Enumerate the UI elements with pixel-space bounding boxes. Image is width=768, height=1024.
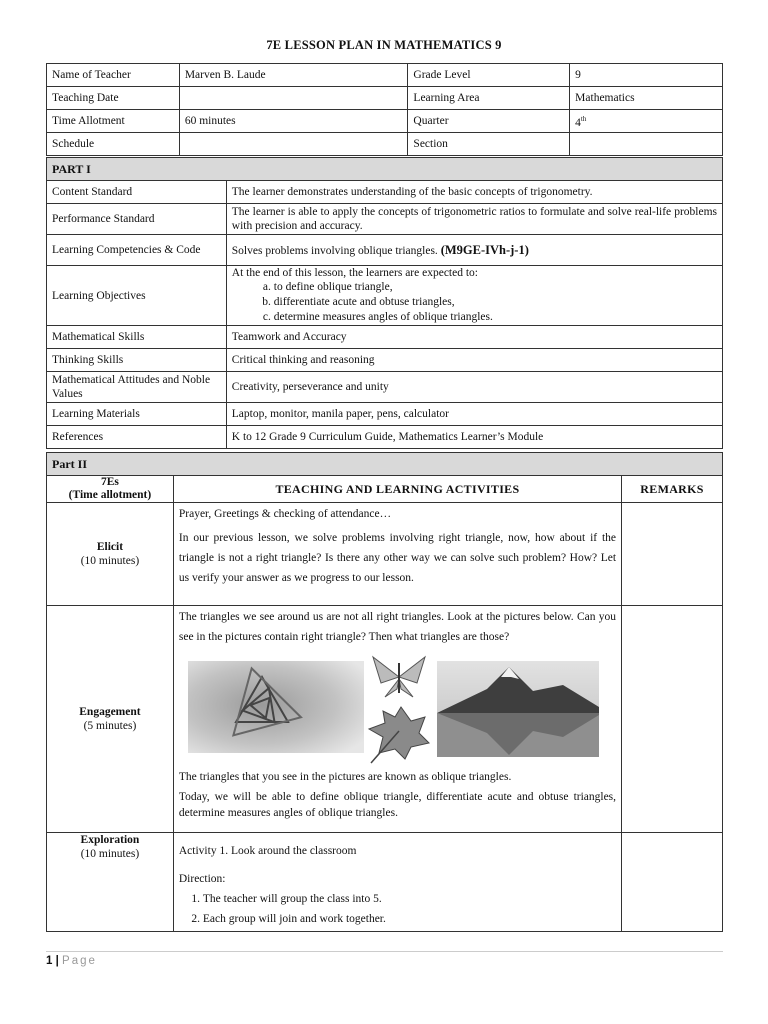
objective-item: c. determine measures angles of oblique triangles. — [274, 310, 717, 325]
date-value — [179, 87, 408, 110]
engagement-activities: The triangles we see around us are not all right triangles. Look at the pictures below. Can you see in the pictures contain right triangle? Then what triangles are those? The triangles that you see in the pictures are known as oblique triangles. Today, we will be able to define oblique triangle, differentiate acute and obtuse triangles, determine measures angles of oblique triangles. — [173, 606, 621, 833]
schedule-label: Schedule — [47, 133, 180, 156]
materials: Laptop, monitor, manila paper, pens, calculator — [226, 403, 722, 426]
page-label: Page — [62, 955, 97, 967]
exploration-remarks — [622, 833, 723, 932]
competency: Solves problems involving oblique triangles. (M9GE-IVh-j-1) — [226, 235, 722, 266]
grade-label: Grade Level — [408, 64, 570, 87]
page-separator: | — [55, 955, 59, 967]
area-value: Mathematics — [570, 87, 723, 110]
col-remarks-header: REMARKS — [622, 476, 723, 503]
step-item: 2. Each group will join and work together. — [203, 909, 616, 929]
succulent-image — [188, 661, 364, 753]
document-title: 7E LESSON PLAN IN MATHEMATICS 9 — [266, 38, 502, 52]
elicit-remarks — [622, 503, 723, 606]
materials-label: Learning Materials — [47, 403, 227, 426]
engagement-stage: Engagement (5 minutes) — [47, 606, 174, 833]
part2-heading: Part II — [47, 453, 723, 476]
attitudes-label: Mathematical Attitudes and Noble Values — [47, 372, 227, 403]
time-label: Time Allotment — [47, 110, 180, 133]
competency-label: Learning Competencies & Code — [47, 235, 227, 266]
attitudes: Creativity, perseverance and unity — [226, 372, 722, 403]
grade-value: 9 — [570, 64, 723, 87]
elicit-activities: Prayer, Greetings & checking of attendance… In our previous lesson, we solve problems involving right triangle, now, how about if the triangle is not a right triangle? Is there any other way we can solve such problem? How? Let us verify your answer as we progress to our lesson. — [173, 503, 621, 606]
objectives-label: Learning Objectives — [47, 266, 227, 326]
schedule-value — [179, 133, 408, 156]
col-activities-header: TEACHING AND LEARNING ACTIVITIES — [173, 476, 621, 503]
performance-standard-label: Performance Standard — [47, 204, 227, 235]
teacher-value: Marven B. Laude — [179, 64, 408, 87]
performance-standard: The learner is able to apply the concepts of trigonometric ratios to formulate and solve real-life problems with precision and accuracy. — [226, 204, 722, 235]
header-table — [46, 63, 723, 156]
triangle-pictures — [179, 653, 616, 765]
step-item: 1. The teacher will group the class into 5. — [203, 889, 616, 909]
leaf-image — [365, 703, 431, 765]
objectives: At the end of this lesson, the learners are expected to: a. to define oblique triangle, b. differentiate acute and obtuse triangles, c. determine measures angles of oblique triangles. — [226, 266, 722, 326]
skills: Teamwork and Accuracy — [226, 326, 722, 349]
page-number: 1 — [46, 955, 53, 967]
page-footer — [46, 955, 97, 967]
exploration-activities: Activity 1. Look around the classroom Direction: 1. The teacher will group the class into 5. 2. Each group will join and work together. — [173, 833, 621, 932]
section-value — [570, 133, 723, 156]
mountain-image — [437, 661, 599, 757]
time-value: 60 minutes — [179, 110, 408, 133]
area-label: Learning Area — [408, 87, 570, 110]
quarter-label: Quarter — [408, 110, 570, 133]
content-standard: The learner demonstrates understanding of the basic concepts of trigonometry. — [226, 181, 722, 204]
section-label: Section — [408, 133, 570, 156]
col-7es-header: 7Es (Time allotment) — [47, 476, 174, 503]
references: K to 12 Grade 9 Curriculum Guide, Mathematics Learner’s Module — [226, 426, 722, 449]
butterfly-image — [369, 653, 429, 701]
thinking: Critical thinking and reasoning — [226, 349, 722, 372]
teacher-label: Name of Teacher — [47, 64, 180, 87]
exploration-stage: Exploration (10 minutes) — [47, 833, 174, 932]
part1-heading: PART I — [47, 158, 723, 181]
content-standard-label: Content Standard — [47, 181, 227, 204]
objective-item: a. to define oblique triangle, — [274, 280, 717, 295]
engagement-remarks — [622, 606, 723, 833]
skills-label: Mathematical Skills — [47, 326, 227, 349]
part1-table — [46, 157, 723, 449]
quarter-value: 4th — [570, 110, 723, 133]
references-label: References — [47, 426, 227, 449]
date-label: Teaching Date — [47, 87, 180, 110]
thinking-label: Thinking Skills — [47, 349, 227, 372]
objective-item: b. differentiate acute and obtuse triangles, — [274, 295, 717, 310]
footer-divider — [46, 951, 723, 952]
elicit-stage: Elicit (10 minutes) — [47, 503, 174, 606]
part2-table — [46, 452, 723, 932]
